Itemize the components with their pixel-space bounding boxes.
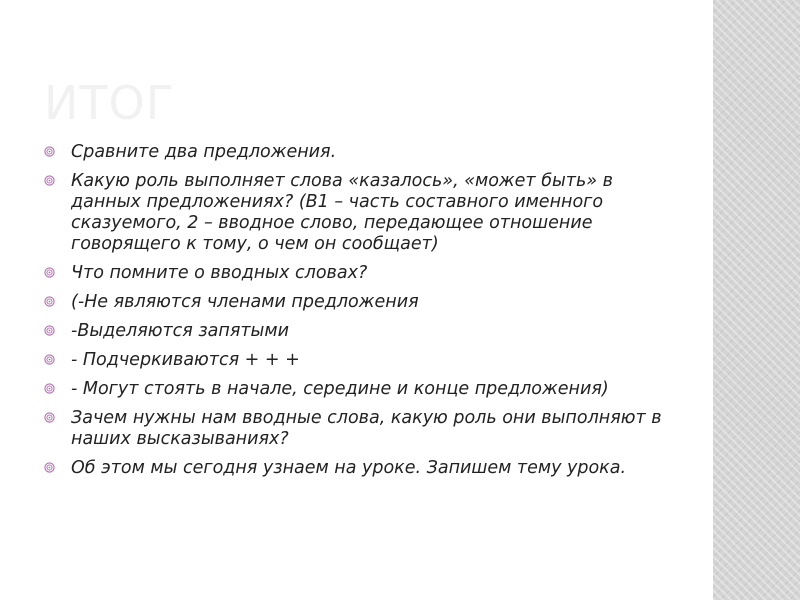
spiral-bullet-icon [44, 296, 55, 307]
list-item-text: Зачем нужны нам вводные слова, какую роль они выполняют в наших высказываниях? [71, 408, 662, 449]
list-item [44, 350, 684, 371]
list-item [44, 408, 684, 450]
list-item-text: -Выделяются запятыми [71, 321, 289, 341]
decorative-side-band [713, 0, 800, 600]
list-item-text: - Подчеркиваются + + + [71, 350, 300, 370]
list-item [44, 458, 684, 479]
list-item-text: Что помните о вводных словах? [71, 263, 368, 283]
spiral-bullet-icon [44, 175, 55, 186]
spiral-bullet-icon [44, 146, 55, 157]
list-item [44, 171, 684, 255]
list-item [44, 292, 684, 313]
list-item-text: - Могут стоять в начале, середине и конце предложения) [71, 379, 609, 399]
list-item-text: Об этом мы сегодня узнаем на уроке. Запишем тему урока. [71, 458, 627, 478]
spiral-bullet-icon [44, 325, 55, 336]
spiral-bullet-icon [44, 383, 55, 394]
spiral-bullet-icon [44, 462, 55, 473]
list-item [44, 321, 684, 342]
list-item-text: Какую роль выполняет слова «казалось», «может быть» в данных предложениях? (В1 – часть составного именного сказуемого, 2 – вводное слово, передающее отношение говорящего к тому, о чем он сообщает) [71, 171, 613, 254]
list-item [44, 263, 684, 284]
bullet-list [44, 142, 684, 487]
spiral-bullet-icon [44, 354, 55, 365]
spiral-bullet-icon [44, 412, 55, 423]
list-item-text: (-Не являются членами предложения [71, 292, 419, 312]
list-item-text: Сравните два предложения. [71, 142, 337, 162]
spiral-bullet-icon [44, 267, 55, 278]
list-item [44, 379, 684, 400]
list-item [44, 142, 684, 163]
slide-title: ИТОГ [44, 76, 175, 130]
